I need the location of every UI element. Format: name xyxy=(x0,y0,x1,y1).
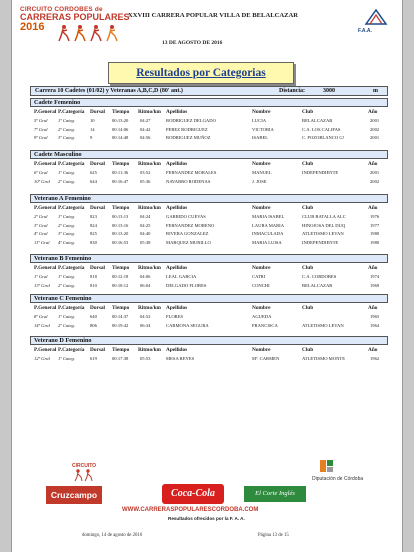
table-cell: 806 xyxy=(90,322,97,328)
section-title: Veterano D Femenino xyxy=(30,336,388,345)
table-cell: 04:56 xyxy=(140,135,151,140)
table-cell: 3º Gral xyxy=(34,222,48,228)
table-cell: 1976 xyxy=(370,214,380,219)
column-header: Apellidos xyxy=(166,347,188,353)
footer-date: domingo, 14 de agosto de 2016 xyxy=(82,533,143,538)
table-cell: CLUB BATALLA ALC xyxy=(302,214,346,219)
column-header: Tiempo xyxy=(112,161,130,167)
table-cell: 1º Categ. xyxy=(58,274,75,279)
cruzcampo-sponsor-logo: Cruzcampo xyxy=(46,486,102,504)
column-header: Nombre xyxy=(252,109,271,115)
column-header: Tiempo xyxy=(112,265,130,271)
table-cell: 00:16:53 xyxy=(112,239,129,245)
column-header: Ritmo/km xyxy=(138,205,161,211)
table-cell: 1º Categ. xyxy=(58,356,75,361)
column-header: Club xyxy=(302,109,314,115)
table-cell: C.A. CORDOBES xyxy=(302,274,337,279)
table-cell: AGUEDA xyxy=(252,314,272,319)
column-header: P.General xyxy=(34,161,57,167)
table-cell: BELALCAZAR xyxy=(302,282,333,288)
table-cell: J. JOSE xyxy=(252,178,267,184)
table-cell: 8º Gral xyxy=(34,314,48,319)
column-header: Nombre xyxy=(252,161,271,167)
table-cell: 00:11:36 xyxy=(112,170,129,175)
table-cell: 04:40 xyxy=(140,231,151,236)
table-cell: ISABEL xyxy=(252,135,269,140)
credits-text: Resultados ofrecidos por la F. A. A. xyxy=(168,516,245,521)
table-cell: 4º Gral xyxy=(34,231,48,236)
distance-unit: m xyxy=(373,88,378,94)
column-header: Tiempo xyxy=(112,305,130,311)
table-cell: 04:06 xyxy=(140,274,151,279)
column-header: Año xyxy=(368,347,378,353)
race-title: XXVIII CARRERA POPULAR VILLA DE BELALCAZAR xyxy=(128,12,299,19)
column-header: Dorsal xyxy=(90,205,106,211)
table-cell: 04:52 xyxy=(140,314,151,319)
column-header: P.General xyxy=(34,109,57,115)
column-header: Año xyxy=(368,205,378,211)
table-cell: 4º Categ. xyxy=(58,239,75,245)
table-cell: 00:14:48 xyxy=(112,135,129,140)
table-cell: 2001 xyxy=(370,135,380,140)
section-title: Cadete Masculino xyxy=(30,150,388,159)
column-header: Apellidos xyxy=(166,109,188,115)
column-header: P.Categoría xyxy=(58,109,85,115)
carrera-label: Carrera 10 Cadetes (01/02) y Veteranas A,B,C,D (80' ant.) xyxy=(35,88,183,94)
table-cell: 823 xyxy=(90,214,97,219)
svg-text:CIRCUITO: CIRCUITO xyxy=(72,463,97,469)
column-header: Dorsal xyxy=(90,305,106,311)
column-header: Club xyxy=(302,347,314,353)
table-cell: RODRIGUEZ DELGADO xyxy=(166,118,216,123)
table-cell: ATLETISMO LEVAN xyxy=(302,231,344,236)
column-header: Ritmo/km xyxy=(138,305,161,311)
table-cell: 644 xyxy=(90,178,97,184)
table-cell: 640 xyxy=(90,314,97,319)
table-cell: BELALCAZAR xyxy=(302,118,333,123)
table-cell: C. POZOBLANCO G! xyxy=(302,135,345,140)
table-row xyxy=(30,283,388,292)
column-header: Ritmo/km xyxy=(138,161,161,167)
table-cell: 2º Categ. xyxy=(58,222,75,228)
column-header: Nombre xyxy=(252,347,271,353)
table-cell: 6º Gral xyxy=(34,170,48,175)
logo-line-2: CARRERAS POPULARES xyxy=(20,12,130,22)
section-title: Veterano A Femenino xyxy=(30,194,388,203)
column-header: Apellidos xyxy=(166,161,188,167)
table-cell: 00:13:16 xyxy=(112,222,129,228)
table-cell: 1977 xyxy=(370,222,380,228)
column-header: Dorsal xyxy=(90,161,106,167)
column-header: Apellidos xyxy=(166,205,188,211)
column-header: P.General xyxy=(34,305,57,311)
column-header: Ritmo/km xyxy=(138,265,161,271)
table-cell: Mª. CARMEN xyxy=(252,356,280,361)
table-cell: 1º Categ. xyxy=(58,314,75,319)
table-cell: 1º Categ. xyxy=(58,170,75,175)
table-cell: 2001 xyxy=(370,170,380,175)
table-cell: MARIA LUISA xyxy=(252,239,282,245)
table-cell: 2º Categ. xyxy=(58,126,75,132)
faa-label: F.A.A. xyxy=(358,28,372,34)
table-cell: 3º Categ. xyxy=(58,231,75,236)
table-cell: FRANCISCA xyxy=(252,322,278,328)
section-title: Veterano C Femenino xyxy=(30,294,388,303)
table-cell: NAVARRO RODENAS xyxy=(166,178,211,184)
table-cell: 00:13:20 xyxy=(112,118,129,123)
page-title: Resultados por Categorias xyxy=(108,62,294,84)
table-cell: 13º Gral xyxy=(34,282,50,288)
table-row xyxy=(30,323,388,332)
table-cell: 00:13:13 xyxy=(112,214,129,219)
table-cell: 04:42 xyxy=(140,126,151,132)
column-header: Año xyxy=(368,305,378,311)
carrera-bar xyxy=(30,86,388,96)
table-cell: 2º Categ. xyxy=(58,322,75,328)
table-cell: INDEPENDIENTE xyxy=(302,239,339,245)
table-cell: 11º Gral xyxy=(34,239,50,245)
table-cell: 7º Gral xyxy=(34,126,48,132)
table-cell: LUCIA xyxy=(252,118,267,123)
column-header: Dorsal xyxy=(90,347,106,353)
table-cell: ATLETISMO MONTE xyxy=(302,356,345,361)
table-cell: VICTORIA xyxy=(252,126,274,132)
table-cell: 2002 xyxy=(370,126,380,132)
table-cell: 5º Gral xyxy=(34,118,48,123)
table-cell: 14º Gral xyxy=(34,322,50,328)
table-cell: MARIA ISABEL xyxy=(252,214,285,219)
table-cell: 2º Gral xyxy=(34,214,48,219)
table-cell: 04:24 xyxy=(140,214,151,219)
table-row xyxy=(30,356,388,365)
table-cell: 05:36 xyxy=(140,178,151,184)
column-header: P.Categoría xyxy=(58,161,85,167)
table-cell: 1º Categ. xyxy=(58,214,75,219)
column-header: Ritmo/km xyxy=(138,347,161,353)
table-cell: 1969 xyxy=(370,282,380,288)
column-header: Año xyxy=(368,109,378,115)
website-link[interactable]: WWW.CARRERASPOPULARESCORDOBA.COM xyxy=(122,507,259,513)
corte-ingles-sponsor-logo: El Corte Inglés xyxy=(244,486,306,502)
column-header: P.General xyxy=(34,265,57,271)
table-cell: 824 xyxy=(90,222,97,228)
table-cell: INMACULADA xyxy=(252,231,284,236)
table-cell: CONCHI xyxy=(252,282,270,288)
table-cell: 2º Categ. xyxy=(58,178,75,184)
page-number: Página 13 de 15 xyxy=(258,533,289,538)
column-header: Año xyxy=(368,265,378,271)
column-header: P.Categoría xyxy=(58,347,85,353)
column-header: Nombre xyxy=(252,305,271,311)
table-cell: 04:25 xyxy=(140,222,151,228)
column-header: Tiempo xyxy=(112,347,130,353)
table-cell: 9º Gral xyxy=(34,135,48,140)
column-header: Ritmo/km xyxy=(138,109,161,115)
column-header: Tiempo xyxy=(112,205,130,211)
column-header-row xyxy=(30,161,388,169)
runners-icon xyxy=(58,24,128,42)
table-cell: 1974 xyxy=(370,274,380,279)
table-cell: ATLETISMO LEVAN xyxy=(302,322,344,328)
table-cell: RIVERA GONZALEZ xyxy=(166,231,209,236)
table-cell: MARQUEZ MURILLO xyxy=(166,239,211,245)
table-cell: 12º Gral xyxy=(34,356,50,361)
column-header: P.Categoría xyxy=(58,205,85,211)
table-cell: C.A. LOS CALIFAS xyxy=(302,126,341,132)
race-date: 13 DE AGOSTO DE 2016 xyxy=(162,40,223,46)
table-cell: LAURA MARIA xyxy=(252,222,285,228)
column-header-row xyxy=(30,109,388,117)
table-cell: 14 xyxy=(90,126,95,132)
column-header-row xyxy=(30,205,388,213)
table-cell: 10 xyxy=(90,118,95,123)
column-header: Apellidos xyxy=(166,305,188,311)
table-cell: RODRIGUEZ MUÑOZ xyxy=(166,135,211,140)
table-cell: 05:38 xyxy=(140,239,151,245)
table-cell: 03:52 xyxy=(140,170,151,175)
table-cell: 1º Gral xyxy=(34,274,48,279)
table-cell: GARRIDO CUEVAS xyxy=(166,214,206,219)
table-cell: 1º Categ. xyxy=(58,118,75,123)
table-cell: 04:27 xyxy=(140,118,151,123)
column-header: P.Categoría xyxy=(58,265,85,271)
table-cell: 00:14:06 xyxy=(112,126,129,132)
table-cell: CATRI xyxy=(252,274,266,279)
table-cell: DELGADO FLORES xyxy=(166,282,207,288)
table-row xyxy=(30,135,388,144)
diputacion-logo-icon xyxy=(318,458,336,474)
table-cell: LEAL GARCIA xyxy=(166,274,197,279)
column-header: Club xyxy=(302,205,314,211)
table-cell: 00:14:37 xyxy=(112,314,129,319)
logo-line-1: CIRCUITO CORDOBES de xyxy=(20,6,103,13)
logo-line-3: 2016 xyxy=(20,21,45,33)
column-header-row xyxy=(30,305,388,313)
column-header: Nombre xyxy=(252,265,271,271)
table-cell: 10º Gral xyxy=(34,178,50,184)
table-cell: 06:04 xyxy=(140,282,151,288)
circuit-small-logo-icon xyxy=(72,460,102,482)
table-cell: 2º Categ. xyxy=(58,282,75,288)
results-page xyxy=(11,0,403,552)
column-header: P.Categoría xyxy=(58,305,85,311)
table-cell: 830 xyxy=(90,239,97,245)
table-cell: 06:34 xyxy=(140,322,151,328)
table-cell: PEREZ RODRIGUEZ xyxy=(166,126,208,132)
table-row xyxy=(30,240,388,249)
column-header: Año xyxy=(368,161,378,167)
distance-label: Distancia: xyxy=(279,88,305,94)
section-title: Veterano B Femenino xyxy=(30,254,388,263)
table-cell: 2002 xyxy=(370,178,380,184)
table-cell: 00:12:18 xyxy=(112,274,129,279)
table-cell: 3º Categ. xyxy=(58,135,75,140)
table-cell: MANUEL xyxy=(252,170,272,175)
column-header: Club xyxy=(302,305,314,311)
table-cell: INDEPENDIENTE xyxy=(302,170,339,175)
table-cell: 1965 xyxy=(370,314,380,319)
column-header: Club xyxy=(302,161,314,167)
diputacion-label: Diputación de Córdoba xyxy=(312,476,364,482)
distance-value: 3000 xyxy=(323,88,335,94)
column-header-row xyxy=(30,347,388,355)
table-cell: 619 xyxy=(90,356,97,361)
column-header: Club xyxy=(302,265,314,271)
column-header: P.General xyxy=(34,205,57,211)
table-cell: 818 xyxy=(90,274,97,279)
table-cell: 1964 xyxy=(370,322,380,328)
coca-cola-sponsor-logo: Coca-Cola xyxy=(162,484,224,504)
table-cell: 1962 xyxy=(370,356,380,361)
column-header: Apellidos xyxy=(166,265,188,271)
table-cell: 00:16:47 xyxy=(112,178,129,184)
table-cell: 1980 xyxy=(370,239,380,245)
table-cell: 625 xyxy=(90,170,97,175)
table-cell: FERNANDEZ MORALES xyxy=(166,170,217,175)
table-cell: 825 xyxy=(90,231,97,236)
table-cell: FERNANDEZ MORENO xyxy=(166,222,215,228)
table-cell: MESA REYES xyxy=(166,356,195,361)
table-cell: 05:53 xyxy=(140,356,151,361)
table-cell: 00:19:42 xyxy=(112,322,129,328)
table-cell: HINOJOSA DEL DUQ xyxy=(302,222,346,228)
column-header: P.General xyxy=(34,347,57,353)
circuit-logo xyxy=(20,6,132,42)
table-row xyxy=(30,179,388,188)
table-cell: 810 xyxy=(90,282,97,288)
column-header: Dorsal xyxy=(90,109,106,115)
table-cell: 00:18:12 xyxy=(112,282,129,288)
column-header: Dorsal xyxy=(90,265,106,271)
table-cell: CARMONA SEGURA xyxy=(166,322,209,328)
table-cell: 00:17:38 xyxy=(112,356,129,361)
table-cell: 1980 xyxy=(370,231,380,236)
section-title: Cadete Femenino xyxy=(30,98,388,107)
table-cell: 00:13:20 xyxy=(112,231,129,236)
table-cell: 9 xyxy=(90,135,93,140)
column-header: Nombre xyxy=(252,205,271,211)
column-header: Tiempo xyxy=(112,109,130,115)
table-cell: FLORES xyxy=(166,314,184,319)
column-header-row xyxy=(30,265,388,273)
table-cell: 2001 xyxy=(370,118,380,123)
